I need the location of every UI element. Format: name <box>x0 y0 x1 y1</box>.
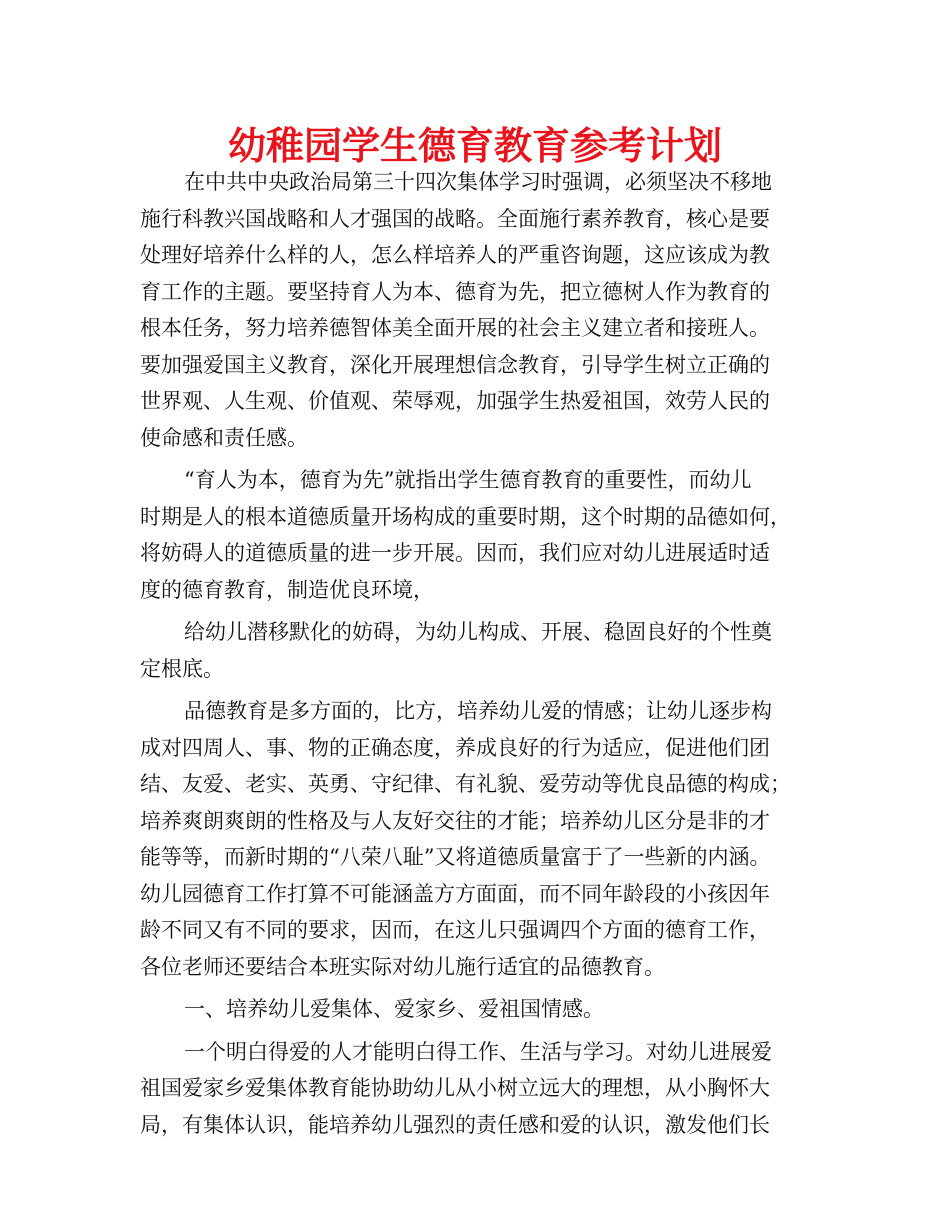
text-line: 一个明白得爱的人才能明白得工作、生活与学习。对幼儿进展爱 <box>184 1039 772 1064</box>
text-line: 处理好培养什么样的人，怎么样培养人的严重咨询题，这应该成为教 <box>140 243 770 267</box>
text-line: 施行科教兴国战略和人才强国的战略。全面施行素养教育，核心是要 <box>140 206 770 231</box>
text-line: 成对四周人、事、物的正确态度，养成良好的行为适应，促进他们团 <box>140 735 770 760</box>
text-line: 结、友爱、老实、英勇、守纪律、有礼貌、爱劳动等优良品德的构成； <box>140 772 791 796</box>
text-line: 将妨碍人的道德质量的进一步开展。因而，我们应对幼儿进展适时适 <box>140 541 770 565</box>
paragraph-6 <box>140 1034 820 1144</box>
text-line: 能等等，而新时期的“八荣八耻”又将道德质量富于了一些新的内涵。 <box>140 845 771 869</box>
text-line: 要加强爱国主义教育，深化开展理想信念教育，引导学生树立正确的 <box>140 352 770 377</box>
document-body <box>140 164 820 1143</box>
text-line: “育人为本，德育为先”就指出学生德育教育的重要性，而幼儿 <box>184 468 752 492</box>
paragraph-2 <box>140 462 820 608</box>
text-line: 在中共中央政治局第三十四次集体学习时强调，必须坚决不移地 <box>184 170 772 194</box>
paragraph-3 <box>140 614 820 687</box>
text-line: 幼儿园德育工作打算不可能涵盖方方面面，而不同年龄段的小孩因年 <box>140 881 770 906</box>
text-line: 根本任务，努力培养德智体美全面开展的社会主义建立者和接班人。 <box>140 316 770 340</box>
document-title: 幼稚园学生德育教育参考计划 <box>227 124 722 168</box>
text-line: 龄不同又有不同的要求，因而，在这儿只强调四个方面的德育工作， <box>140 918 770 942</box>
text-line: 培养爽朗爽朗的性格及与人友好交往的才能；培养幼儿区分是非的才 <box>140 808 770 833</box>
text-line: 品德教育是多方面的，比方，培养幼儿爱的情感；让幼儿逐步构 <box>184 699 772 723</box>
text-line: 育工作的主题。要坚持育人为本、德育为先，把立德树人作为教育的 <box>140 279 770 304</box>
text-line: 时期是人的根本道德质量开场构成的重要时期，这个时期的品德如何， <box>140 504 791 529</box>
paragraph-4 <box>140 693 820 985</box>
paragraph-5 <box>140 991 820 1028</box>
section-heading: 一、培养幼儿爱集体、爱家乡、爱祖国情感。 <box>184 997 604 1021</box>
text-line: 世界观、人生观、价值观、荣辱观，加强学生热爱祖国，效劳人民的 <box>140 389 770 413</box>
text-line: 使命感和责任感。 <box>140 425 308 450</box>
text-line: 定根底。 <box>140 656 224 681</box>
text-line: 祖国爱家乡爱集体教育能协助幼儿从小树立远大的理想，从小胸怀大 <box>140 1076 770 1100</box>
paragraph-1 <box>140 164 820 456</box>
text-line: 局，有集体认识，能培养幼儿强烈的责任感和爱的认识，激发他们长 <box>140 1112 770 1137</box>
text-line: 各位老师还要结合本班实际对幼儿施行适宜的品德教育。 <box>140 954 665 979</box>
text-line: 度的德育教育，制造优良环境， <box>140 577 434 602</box>
text-line: 给幼儿潜移默化的妨碍，为幼儿构成、开展、稳固良好的个性奠 <box>184 620 772 644</box>
